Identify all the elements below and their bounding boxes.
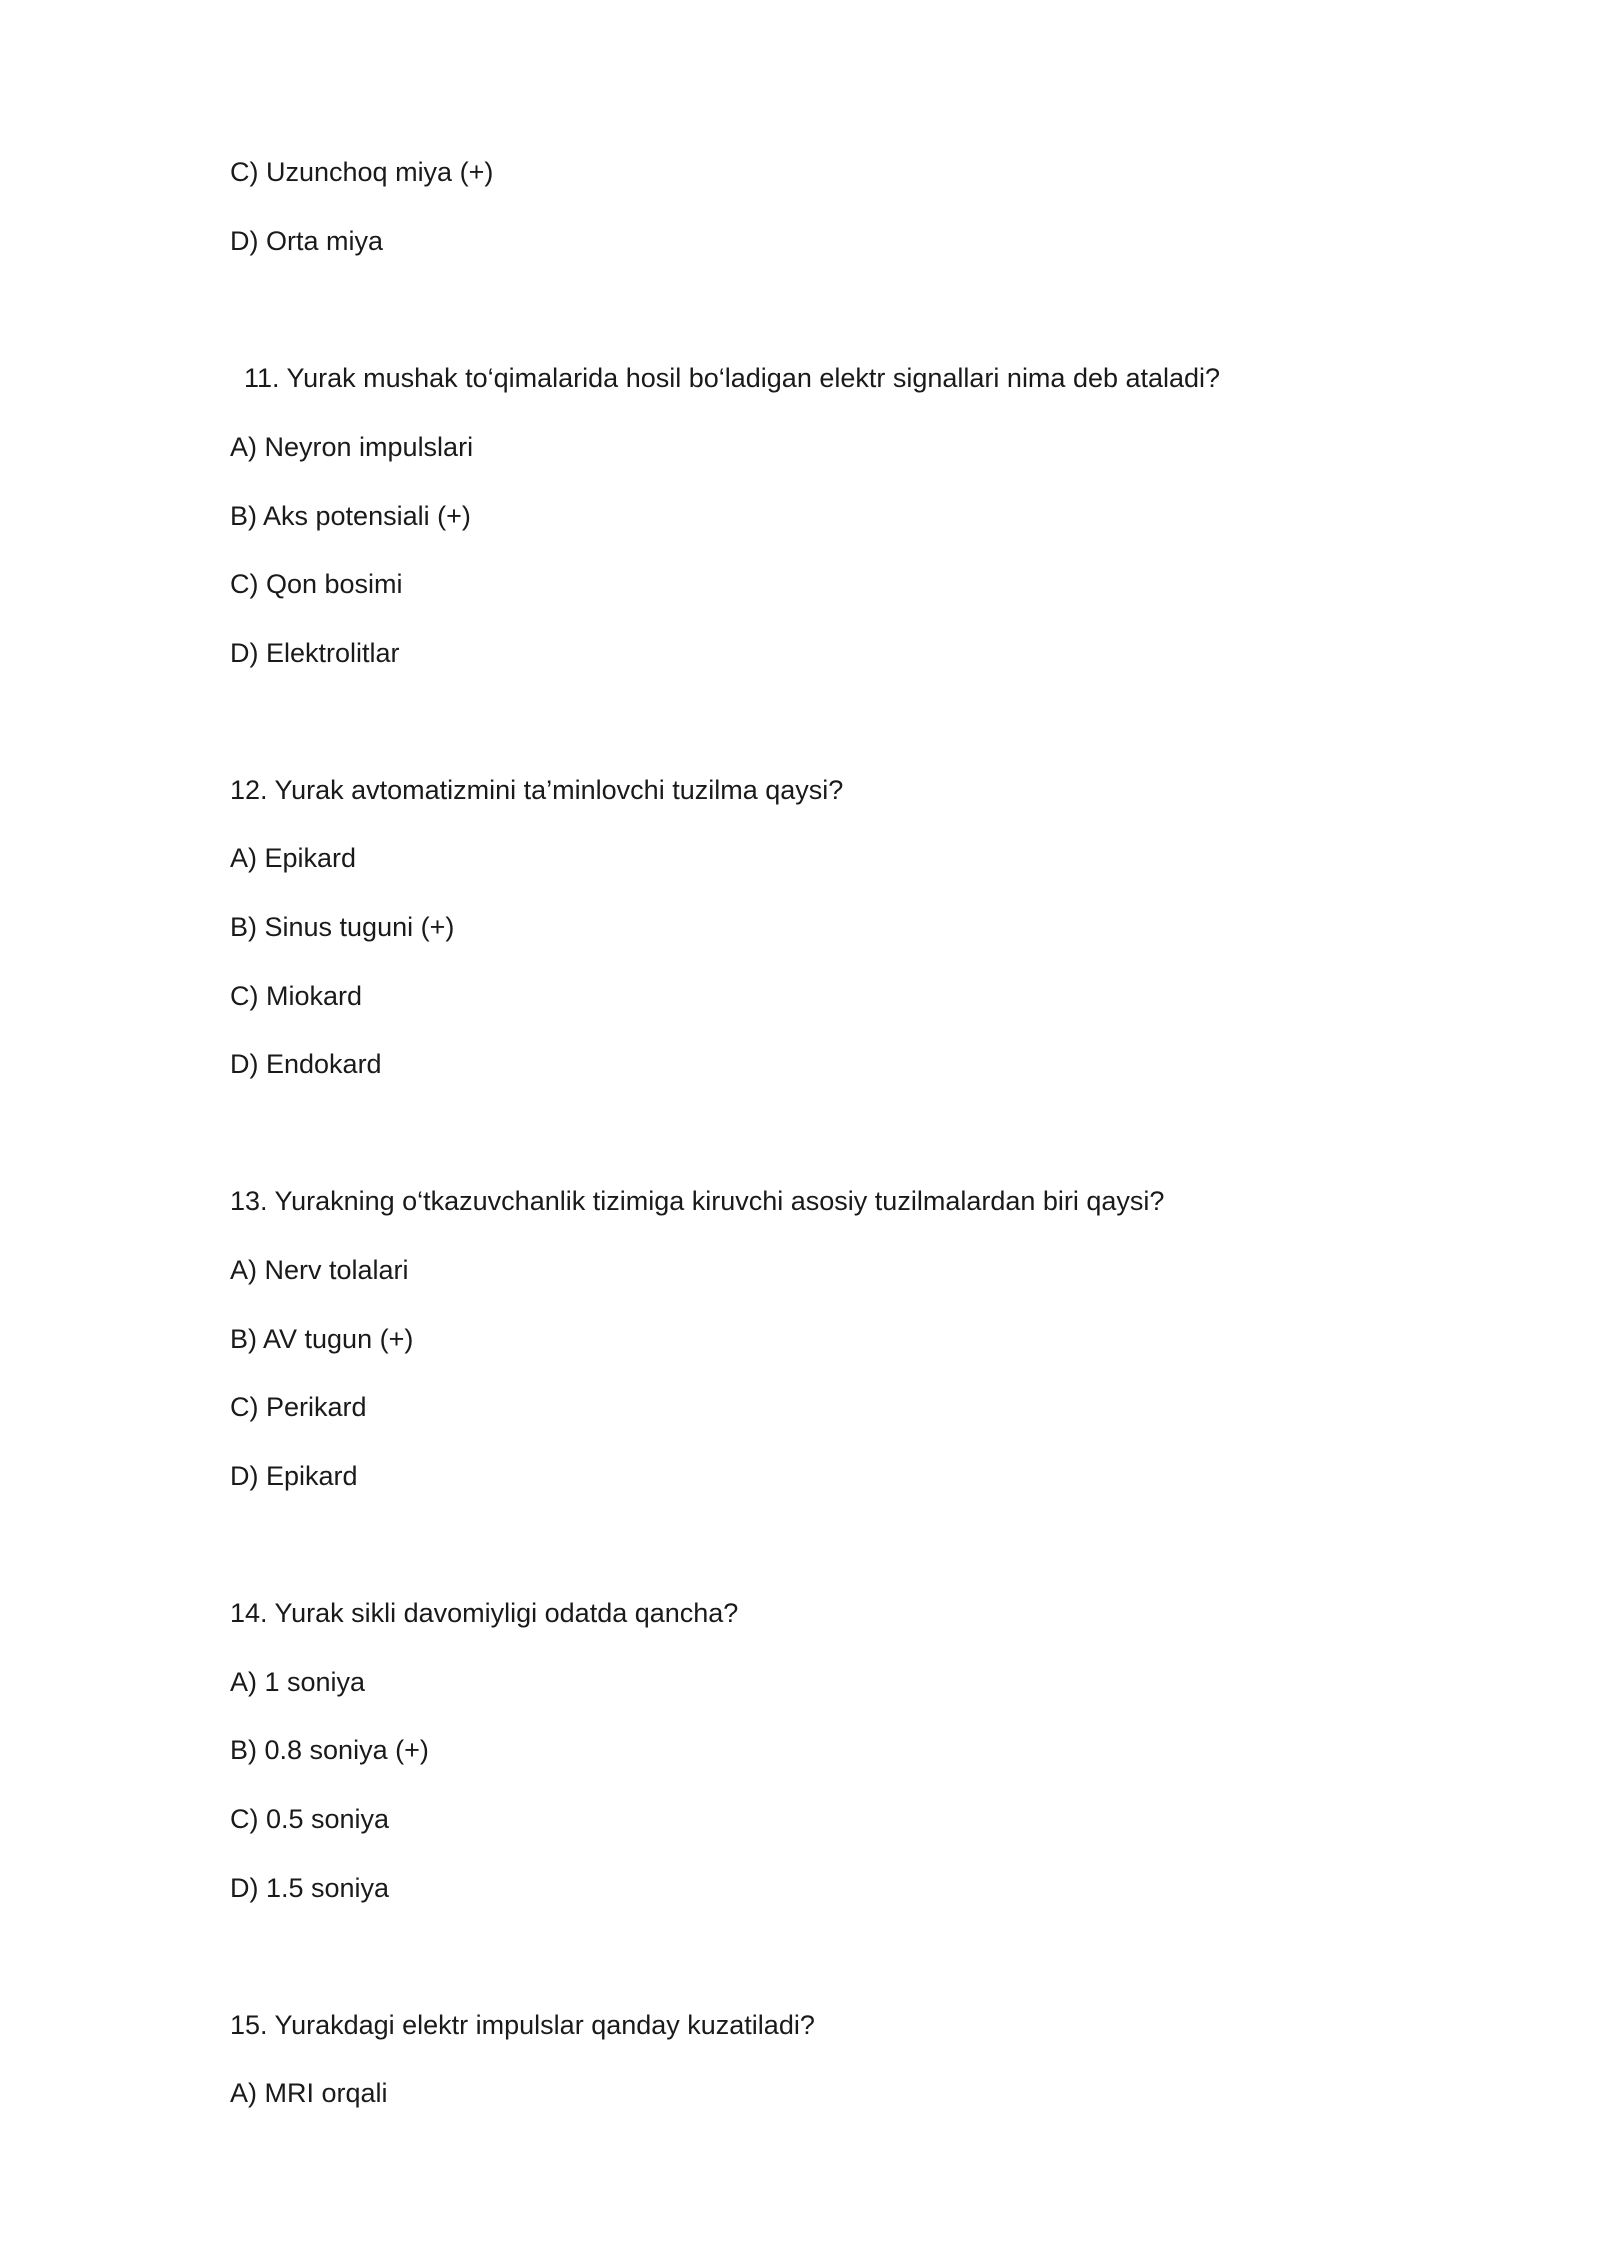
q12-option-b: B) Sinus tuguni (+) [230, 912, 455, 942]
q13-option-c: C) Perikard [230, 1392, 367, 1422]
question-13: 13. Yurakning o‘tkazuvchanlik tizimiga kiruvchi asosiy tuzilmalardan biri qaysi? [230, 1186, 1165, 1216]
q12-option-c: C) Miokard [230, 981, 363, 1011]
q14-option-a: A) 1 soniya [230, 1667, 366, 1697]
question-15: 15. Yurakdagi elektr impulslar qanday kuzatiladi? [230, 2010, 815, 2040]
q13-option-a: A) Nerv tolalari [230, 1255, 409, 1285]
option-c-prev: C) Uzunchoq miya (+) [230, 157, 494, 187]
q14-option-c: C) 0.5 soniya [230, 1804, 390, 1834]
q15-option-a: A) MRI orqali [230, 2078, 388, 2108]
q12-option-d: D) Endokard [230, 1049, 382, 1079]
q12-option-a: A) Epikard [230, 843, 357, 873]
q13-option-b: B) AV tugun (+) [230, 1324, 414, 1354]
q11-option-d: D) Elektrolitlar [230, 638, 400, 668]
q11-option-b: B) Aks potensiali (+) [230, 501, 471, 531]
question-11: 11. Yurak mushak to‘qimalarida hosil bo‘ladigan elektr signallari nima deb ataladi? [244, 363, 1221, 393]
q11-option-c: C) Qon bosimi [230, 569, 403, 599]
q14-option-d: D) 1.5 soniya [230, 1873, 390, 1903]
q14-option-b: B) 0.8 soniya (+) [230, 1735, 429, 1765]
question-14: 14. Yurak sikli davomiyligi odatda qancha? [230, 1598, 739, 1628]
question-12: 12. Yurak avtomatizmini ta’minlovchi tuzilma qaysi? [230, 775, 844, 805]
q13-option-d: D) Epikard [230, 1461, 358, 1491]
option-d-prev: D) Orta miya [230, 226, 384, 256]
q11-option-a: A) Neyron impulslari [230, 432, 474, 462]
